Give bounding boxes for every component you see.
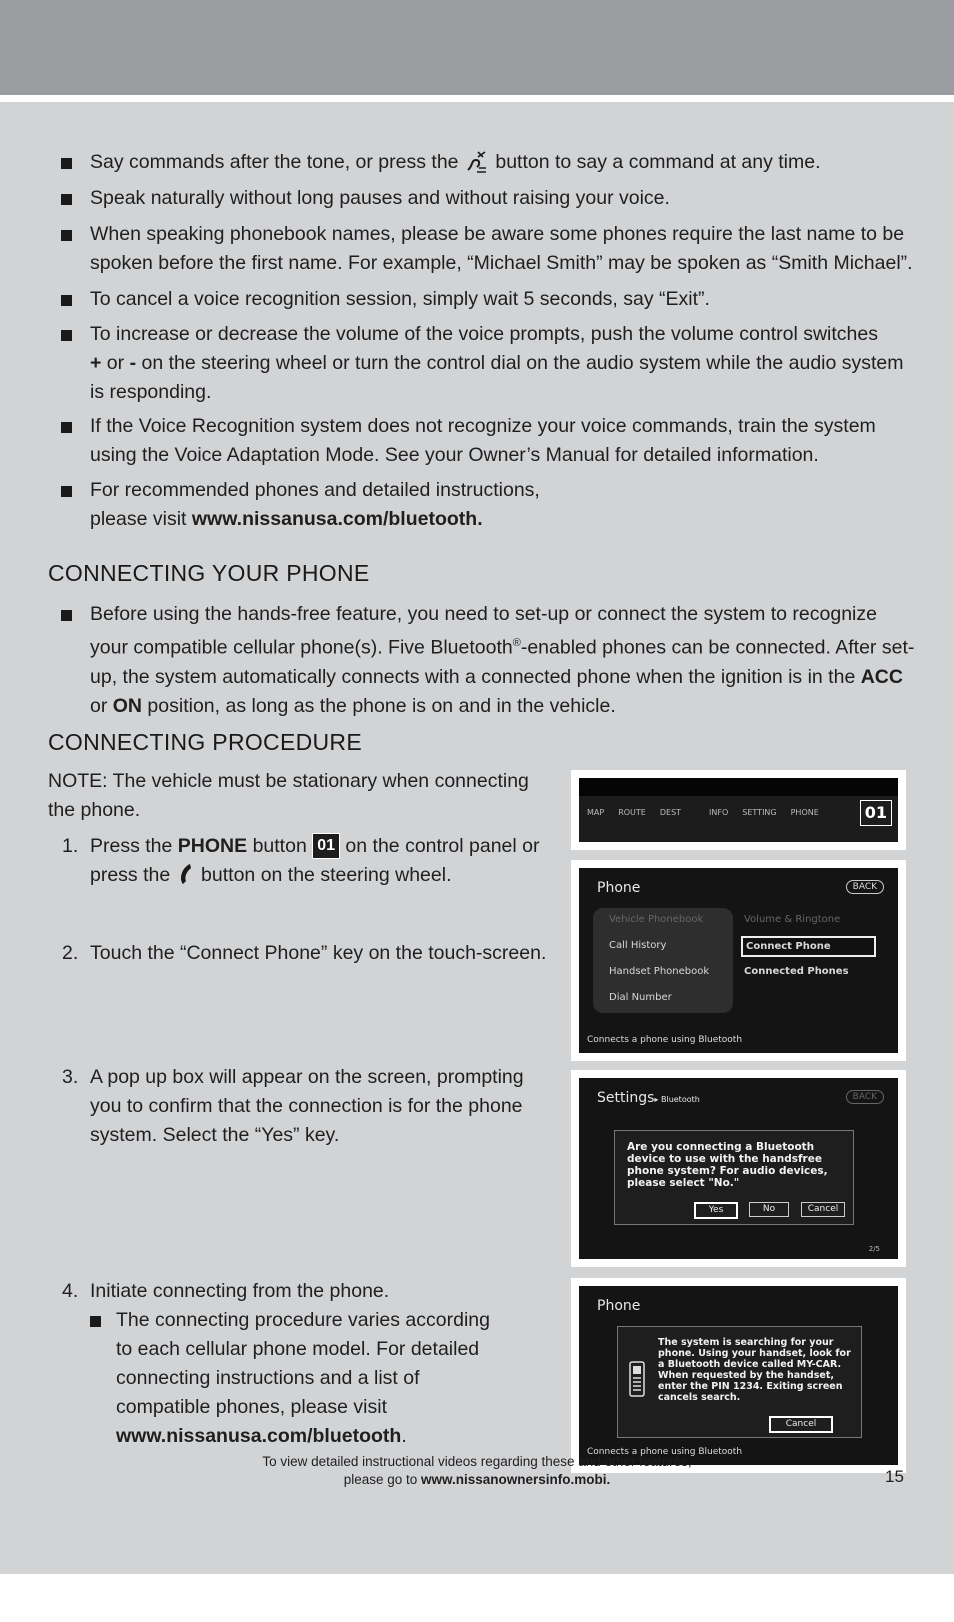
panel-dest-button[interactable]: DEST (659, 808, 682, 817)
screen-title: Phone (597, 1298, 641, 1314)
top-banner (0, 0, 954, 95)
screen-title: Settings (597, 1090, 655, 1106)
panel-route-button[interactable]: ROUTE (618, 808, 646, 817)
bullet-marker (61, 230, 72, 241)
bullet-marker (61, 330, 72, 341)
panel-phone-button[interactable]: PHONE (790, 808, 819, 817)
section-heading-connecting-phone: CONNECTING YOUR PHONE (48, 560, 370, 586)
menu-volume-ringtone[interactable]: Volume & Ringtone (744, 914, 841, 925)
screen-hint: Connects a phone using Bluetooth (587, 1447, 743, 1457)
screen-hint: Connects a phone using Bluetooth (587, 1035, 743, 1045)
bluetooth-link[interactable]: www.nissanusa.com/bluetooth. (191, 508, 483, 530)
bluetooth-link-2[interactable]: www.nissanusa.com/bluetooth (116, 1425, 402, 1447)
page-number: 15 (885, 1467, 904, 1486)
screenshot-searching (571, 1278, 906, 1473)
bullet-marker (61, 486, 72, 497)
cellphone-icon (629, 1361, 645, 1397)
bottom-margin (0, 1574, 954, 1622)
bullet-marker (61, 610, 72, 621)
screenshot-phone-menu (571, 860, 906, 1061)
cancel-button[interactable]: Cancel (801, 1202, 845, 1217)
menu-connect-phone[interactable]: Connect Phone (741, 936, 876, 957)
back-button[interactable]: BACK (846, 880, 884, 894)
menu-handset-phonebook[interactable]: Handset Phonebook (609, 966, 710, 977)
dialog-message: Are you connecting a Bluetooth device to use with the handsfree phone system? For audio devices, please select "No." (627, 1141, 828, 1189)
panel-map-button[interactable]: MAP (587, 808, 605, 817)
page-indicator: 2/5 (868, 1245, 880, 1253)
screenshot-control-panel (571, 770, 906, 850)
bullet-marker (61, 158, 72, 169)
cancel-button[interactable]: Cancel (769, 1416, 833, 1433)
menu-call-history[interactable]: Call History (609, 940, 667, 951)
dialog-message: The system is searching for your phone. Using your handset, look for a Bluetooth device called MY-CAR. When requested by the handset, enter the PIN 1234. Exiting screen cancels search. (658, 1337, 851, 1403)
bullet-marker (61, 422, 72, 433)
note-stationary: NOTE: The vehicle must be stationary when connecting the phone. (48, 770, 529, 821)
screenshot-settings-popup: Settings▸ Bluetooth BACK Are you connecting a Bluetooth device to use with the handsfree phone system? For audio devices, please select "No." Yes No Cancel 2/5 (571, 1070, 906, 1267)
section-heading-procedure: CONNECTING PROCEDURE (48, 729, 362, 755)
phone-handset-icon (178, 863, 194, 885)
owners-info-link[interactable]: www.nissanownersinfo.mobi. (421, 1472, 611, 1487)
back-button[interactable]: BACK (846, 1090, 884, 1104)
yes-button[interactable]: Yes (694, 1202, 738, 1219)
voice-talk-icon (465, 148, 489, 174)
menu-connected-phones[interactable]: Connected Phones (744, 966, 849, 977)
bullet-marker (61, 194, 72, 205)
menu-dial-number[interactable]: Dial Number (609, 992, 672, 1003)
banner-divider (0, 95, 954, 102)
panel-setting-button[interactable]: SETTING (742, 808, 777, 817)
no-button[interactable]: No (749, 1202, 789, 1217)
bullet-marker (61, 295, 72, 306)
bullet-marker (90, 1316, 101, 1327)
footer: To view detailed instructional videos regarding these and other features, please go to www.nissanownersinfo.mobi. (262, 1454, 692, 1487)
menu-vehicle-phonebook[interactable]: Vehicle Phonebook (609, 914, 704, 925)
screen-title: Phone (597, 880, 641, 896)
callout-badge-01: 01 (312, 833, 340, 859)
panel-info-button[interactable]: INFO (709, 808, 729, 817)
panel-badge-01: 01 (860, 800, 892, 826)
